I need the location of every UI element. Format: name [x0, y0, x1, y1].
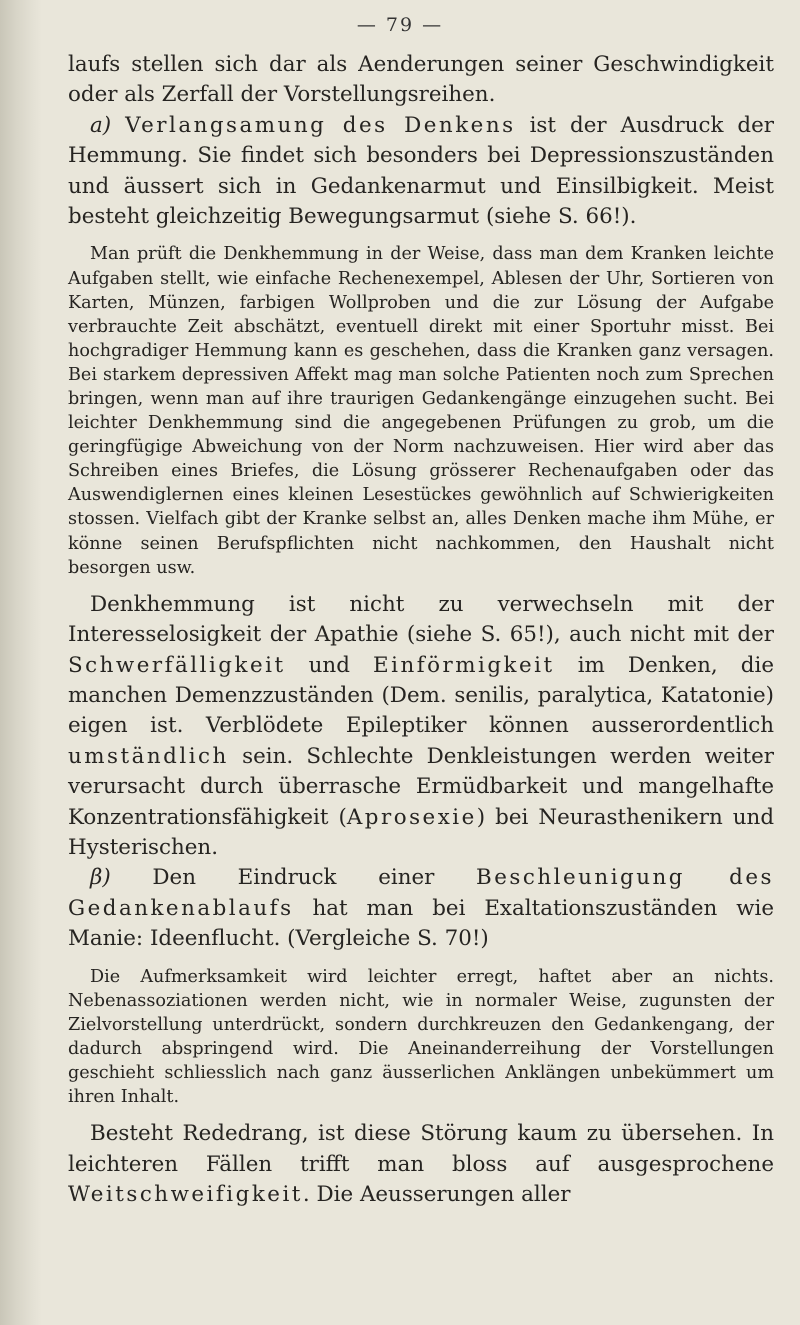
- paragraph-denkhemmung: [68, 590, 774, 864]
- paragraph-verlangsamung: [68, 111, 774, 233]
- paragraph-text: . Die Aeusserungen aller: [302, 1182, 571, 1207]
- term-schwerfaelligkeit: Schwerfälligkeit: [68, 652, 286, 678]
- page-body: [68, 50, 774, 1210]
- paragraph-beschleunigung: [68, 863, 774, 954]
- paragraph-text: sein. Schlechte Denkleistungen werden weiter verursacht durch überrasche Ermüdbarkeit und mangelhafte Konzentrationsfähigkeit (: [68, 743, 774, 830]
- paragraph-text: hat man bei Exaltationszuständen wie Manie: Ideenflucht. (Vergleiche S. 70!): [68, 895, 774, 952]
- term-beschleunigung: Beschleunigung des Gedankenablaufs: [68, 865, 774, 921]
- term-verlangsamung: Verlangsamung des Denkens: [125, 112, 516, 138]
- paragraph-continuation: laufs stellen sich dar als Aenderungen seiner Geschwindigkeit oder als Zerfall der Vorstellungsreihen.: [68, 52, 774, 108]
- list-label-alpha: a): [90, 112, 112, 138]
- term-umstaendlich: umständlich: [68, 743, 229, 769]
- paragraph-text: und: [285, 652, 373, 678]
- paragraph-text: ) bei Neurasthenikern und Hysterischen.: [68, 804, 775, 860]
- book-binding-shadow: [0, 0, 42, 1325]
- paragraph-text: Den Eindruck einer: [110, 865, 477, 891]
- paragraph-small-aufmerksamkeit: Die Aufmerksamkeit wird leichter erregt, haftet aber an nichts. Nebenassoziationen werden nicht, wie in normaler Weise, zugunsten der Zielvorstellung unterdrückt, sondern durchkreuzen den Gedankengang, der dadurch abspringend wird. Die Aneinanderreihung der Vorstellungen geschieht schliesslich nach ganz äusserlichen Anklängen unbekümmert um ihren Inhalt.: [68, 966, 774, 1108]
- paragraph-text: Denkhemmung ist nicht zu verwechseln mit der Interesselosigkeit der Apathie (siehe S. 65!), auch nicht mit der: [68, 591, 774, 648]
- paragraph-text: ist der Ausdruck der Hemmung. Sie findet sich besonders bei Depressionszuständen und äussert sich in Gedankenarmut und Einsilbigkeit. Meist besteht gleichzeitig Bewegungsarmut (siehe S. 66!).: [68, 112, 774, 230]
- page-number: — 79 —: [356, 14, 444, 36]
- paragraph-rededrang: [68, 1119, 774, 1210]
- term-aprosexie: Aprosexie: [346, 804, 477, 830]
- term-einfoermigkeit: Einförmigkeit: [372, 652, 555, 678]
- paragraph-small-pruefung: Man prüft die Denkhemmung in der Weise, dass man dem Kranken leichte Aufgaben stellt, wie einfache Rechenexempel, Ablesen der Uhr, Sortieren von Karten, Münzen, farbigen Wollproben und die zur Lösung der Aufgabe verbrauchte Zeit abschätzt, eventuell direkt mit einer Sportuhr misst. Bei hochgradiger Hemmung kann es geschehen, dass die Kranken ganz versagen. Bei starkem depressiven Affekt mag man solche Patienten noch zum Sprechen bringen, wenn man auf ihre traurigen Gedankengänge einzugehen sucht. Bei leichter Denkhemmung sind die angegebenen Prüfungen zu grob, um die geringfügige Abweichung von der Norm nachzuweisen. Hier wird aber das Schreiben eines Briefes, die Lösung grösserer Rechenaufgaben oder das Auswendiglernen eines kleinen Lesestückes gewöhnlich auf Schwierigkeiten stossen. Vielfach gibt der Kranke selbst an, alles Denken mache ihm Mühe, er könne seinen Berufspflichten nicht nachkommen, den Haushalt nicht besorgen usw.: [68, 244, 774, 578]
- paragraph-text: im Denken, die manchen Demenzzuständen (Dem. senilis, paralytica, Katatonie) eigen ist. Verblödete Epileptiker können ausserordentlich: [68, 652, 774, 739]
- term-weitschweifigkeit: Weitschweifigkeit: [68, 1182, 303, 1207]
- list-label-beta: β): [90, 865, 111, 891]
- paragraph-text: Besteht Rededrang, ist diese Störung kaum zu übersehen. In leichteren Fällen trifft man bloss auf ausgesprochene: [68, 1121, 774, 1177]
